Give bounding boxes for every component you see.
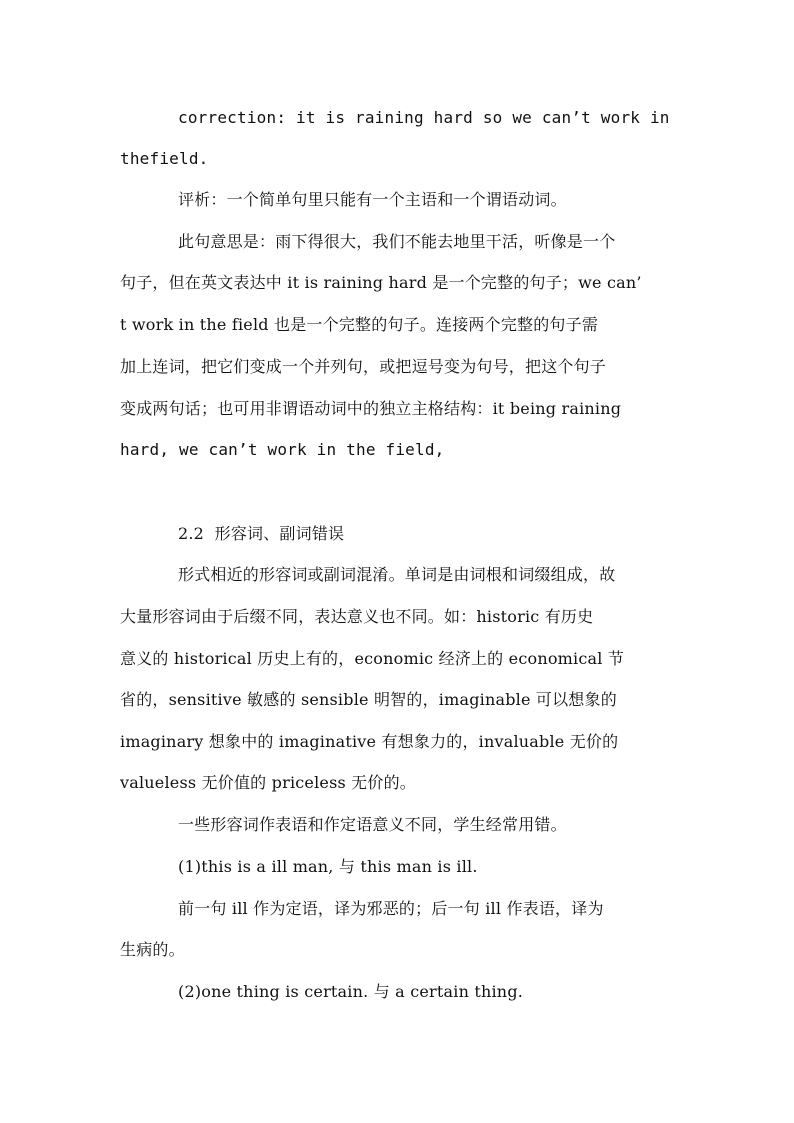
text-line: 形式相近的形容词或副词混淆。单词是由词根和词缀组成，故 — [178, 565, 616, 584]
text-line: 意义的 historical 历史上有的，economic 经济上的 economical 节 — [120, 649, 625, 668]
example-line: (2)one thing is certain. 与 a certain thing. — [178, 982, 524, 1001]
text-line: 大量形容词由于后缀不同，表达意义也不同。如：historic 有历史 — [120, 607, 594, 626]
text-line: 前一句 ill 作为定语，译为邪恶的；后一句 ill 作表语，译为 — [178, 899, 604, 918]
text-line: 变成两句话；也可用非谓语动词中的独立主格结构：it being raining — [120, 399, 622, 418]
text-line: valueless 无价值的 priceless 无价的。 — [120, 773, 416, 792]
text-line: hard, we can’t work in the field, — [120, 440, 445, 459]
text-line: correction: it is raining hard so we can’t work in — [178, 108, 670, 127]
text-line: imaginary 想象中的 imaginative 有想象力的，invaluable 无价的 — [120, 732, 619, 751]
text-line: thefield. — [120, 149, 209, 168]
text-line: 评析：一个简单句里只能有一个主语和一个谓语动词。 — [178, 190, 567, 209]
example-line: (1)this is a ill man, 与 this man is ill. — [178, 857, 478, 876]
text-line: 生病的。 — [120, 940, 185, 959]
text-line: 句子，但在英文表达中 it is raining hard 是一个完整的句子；we can’ — [120, 273, 642, 292]
text-line: 一些形容词作表语和作定语意义不同，学生经常用错。 — [178, 815, 567, 834]
text-line: 省的，sensitive 敏感的 sensible 明智的，imaginable 可以想象的 — [120, 690, 617, 709]
text-line: 加上连词，把它们变成一个并列句，或把逗号变为句号，把这个句子 — [120, 357, 607, 376]
section-heading: 2.2 形容词、副词错误 — [178, 524, 345, 543]
text-line: t work in the field 也是一个完整的句子。连接两个完整的句子需 — [120, 315, 599, 334]
text-line: 此句意思是：雨下得很大，我们不能去地里干活，听像是一个 — [178, 232, 616, 251]
